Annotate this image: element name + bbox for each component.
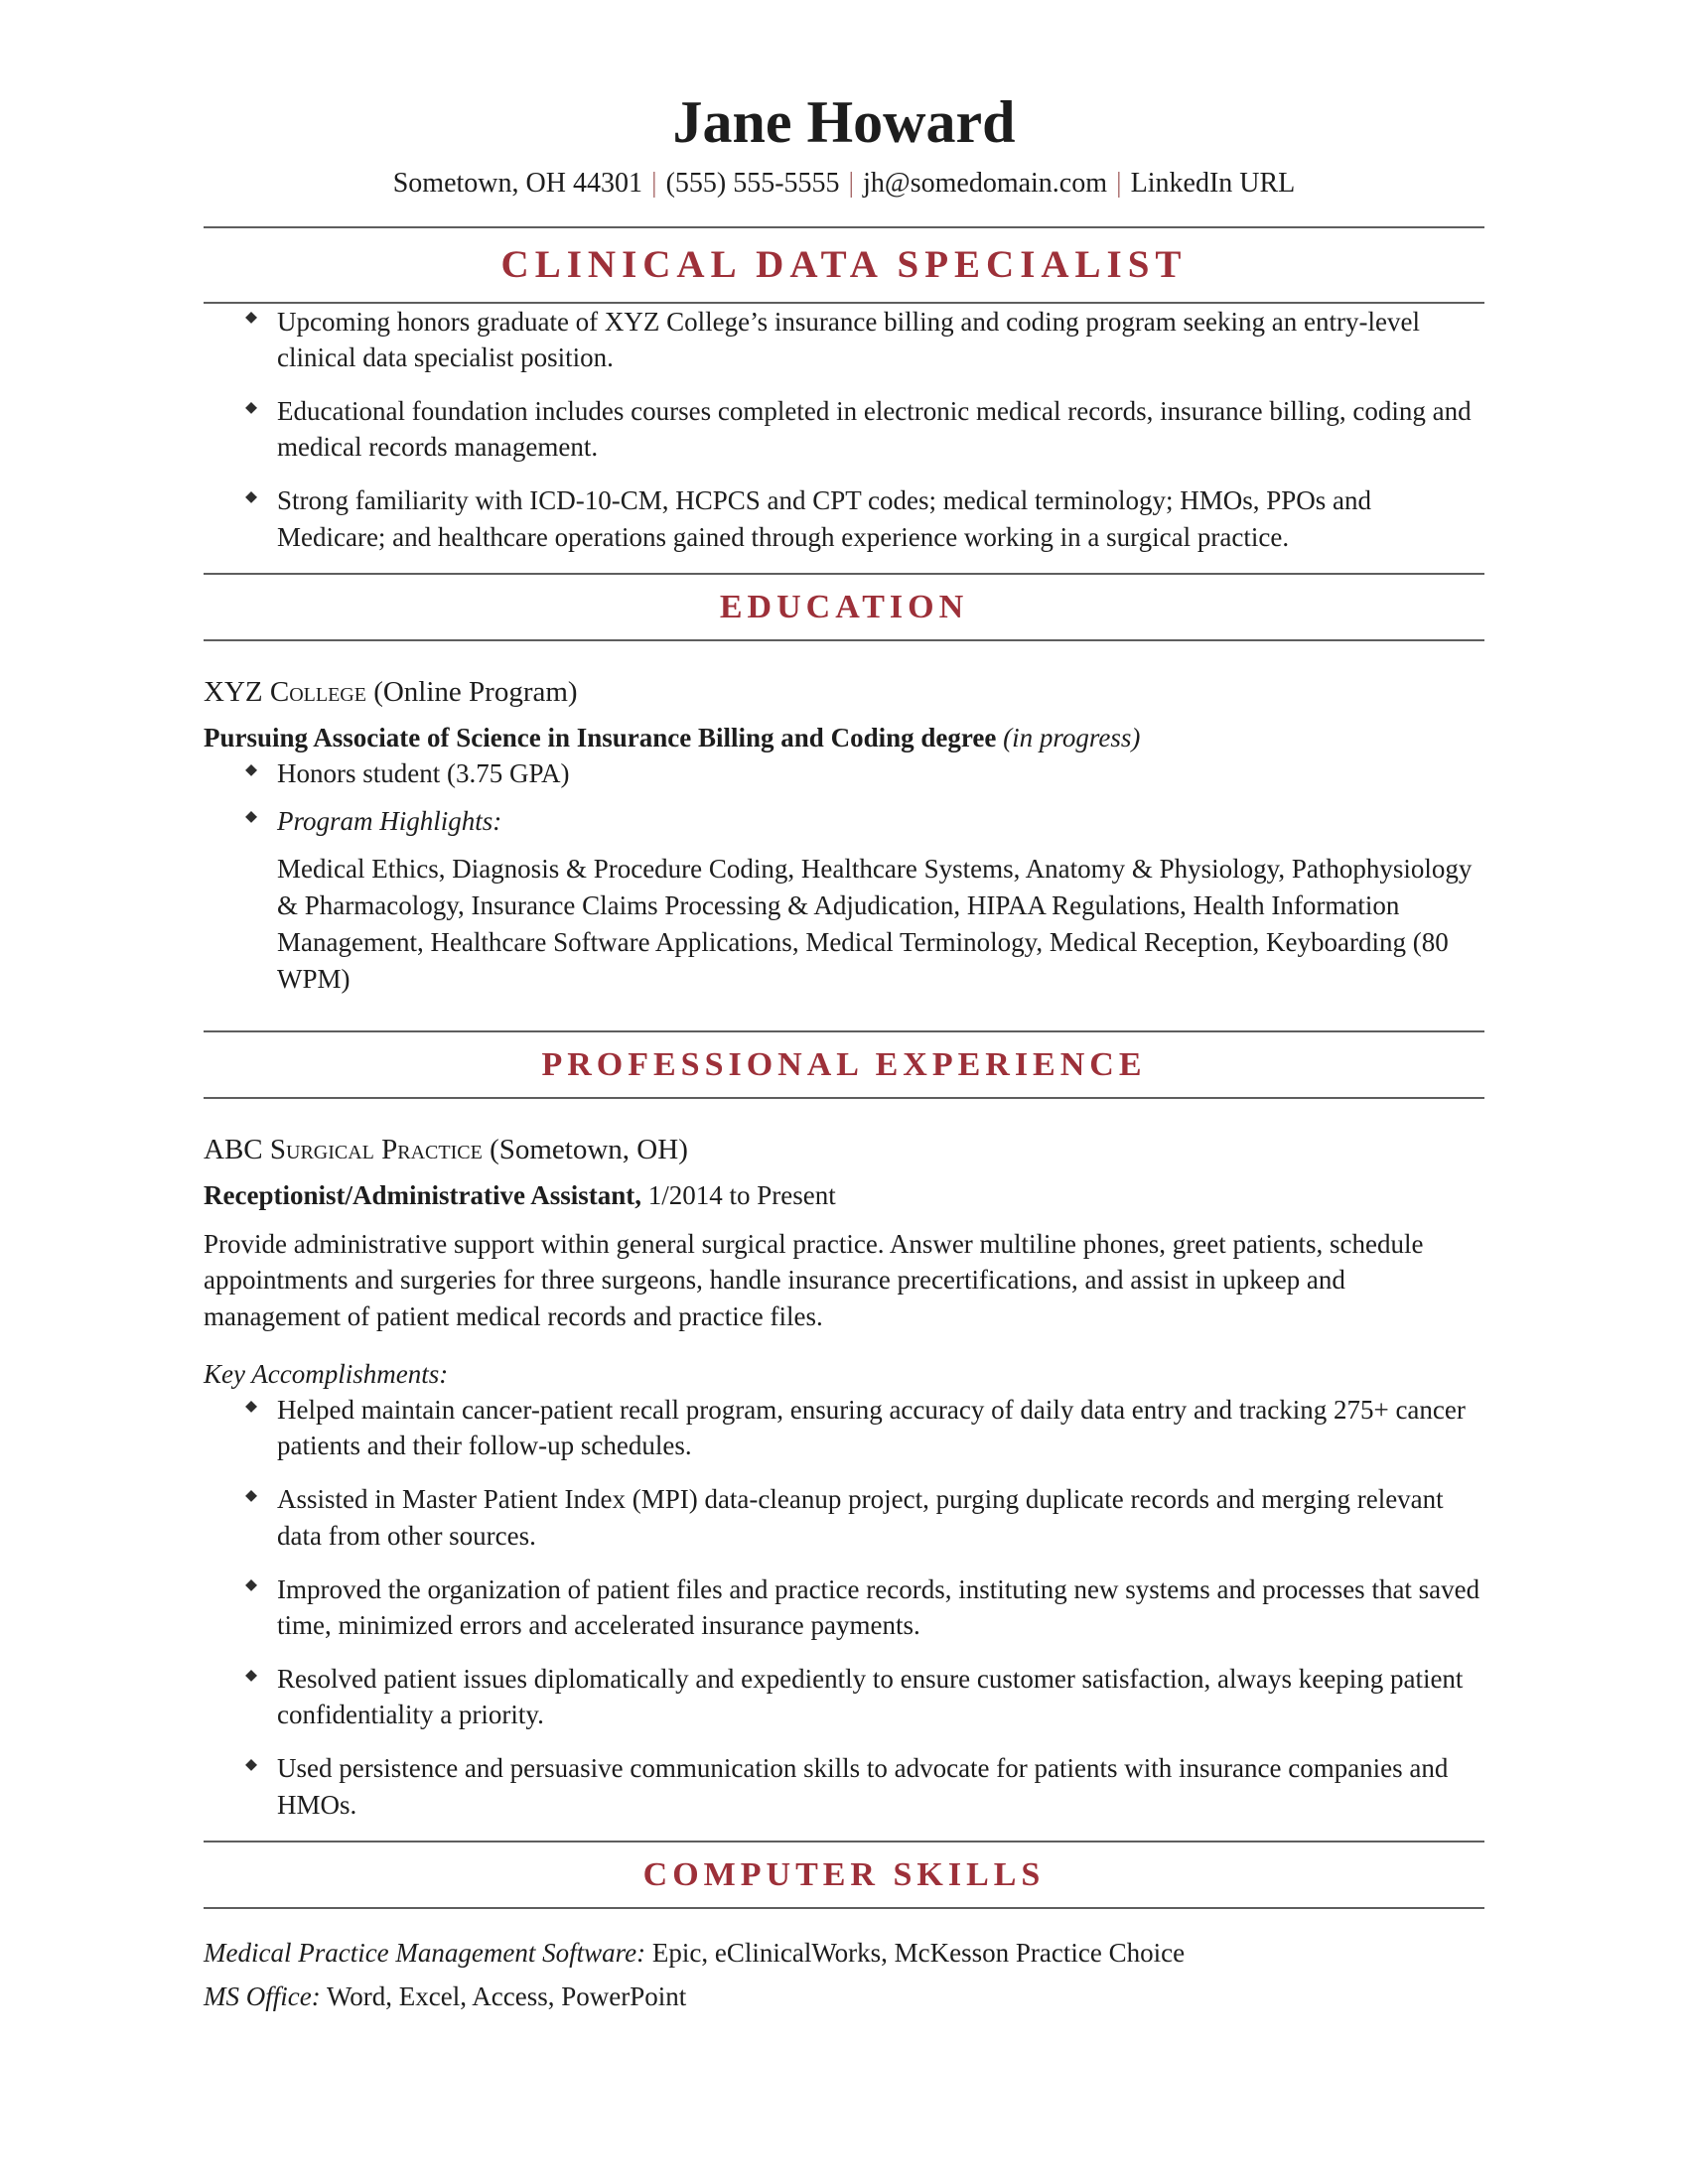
skills-line-practice-software	[204, 1935, 1484, 1971]
experience-bullet-5: ◆ Used persistence and persuasive communication skills to advocate for patients with insurance companies and HMOs.	[277, 1750, 1484, 1822]
contact-location: Sometown, OH 44301	[392, 168, 642, 199]
experience-divider-top	[204, 1030, 1484, 1032]
education-heading: EDUCATION	[719, 588, 969, 625]
school-name: XYZ College	[204, 676, 366, 709]
skills-value-practice-software: Epic, eClinicalWorks, McKesson Practice Choice	[651, 1938, 1186, 1969]
experience-bullet-2: ◆ Assisted in Master Patient Index (MPI) data-cleanup project, purging duplicate records and merging relevant data from other sources.	[277, 1481, 1484, 1553]
program-highlights-text: Medical Ethics, Diagnosis & Procedure Coding, Healthcare Systems, Anatomy & Physiology, Pathophysiology & Pharmacology, Insurance Claims Processing & Adjudication, HIPAA Regulations, Health Information Management, Healthcare Software Applications, Medical Terminology, Medical Reception, Keyboarding (80 WPM)	[277, 853, 1473, 995]
summary-bullet-2: ◆ Educational foundation includes courses completed in electronic medical records, insurance billing, coding and medical records management.	[277, 393, 1484, 465]
company-name: ABC Surgical Practice	[204, 1134, 483, 1166]
experience-divider-bottom	[204, 1097, 1484, 1099]
experience-bullet-3: ◆ Improved the organization of patient files and practice records, instituting new systems and processes that saved time, minimized errors and accelerated insurance payments.	[277, 1571, 1484, 1643]
contact-email: jh@somedomain.com	[863, 168, 1108, 199]
summary-list	[204, 304, 1484, 555]
job-title: Receptionist/Administrative Assistant,	[204, 1180, 641, 1211]
education-bullet-list	[204, 755, 1484, 838]
education-bullet-program-highlights: ◆ Program Highlights:	[277, 803, 1484, 839]
degree-status: (in progress)	[1003, 723, 1141, 753]
skills-value-ms-office: Word, Excel, Access, PowerPoint	[326, 1981, 687, 2012]
job-description: Provide administrative support within general surgical practice. Answer multiline phones, greet patients, schedule appointments and surgeries for three surgeons, handle insurance precertifications, and assist in upkeep and management of patient medical records and practice files.	[204, 1229, 1424, 1331]
contact-separator: |	[1116, 168, 1122, 199]
resume-header	[204, 89, 1484, 304]
summary-bullet-3: ◆ Strong familiarity with ICD-10-CM, HCPCS and CPT codes; medical terminology; HMOs, PPOs and Medicare; and healthcare operations gained through experience working in a surgical practice.	[277, 482, 1484, 554]
summary-bullet-1: ◆ Upcoming honors graduate of XYZ College’s insurance billing and coding program seeking an entry-level clinical data specialist position.	[277, 304, 1484, 375]
key-accomplishments-label: Key Accomplishments:	[204, 1358, 449, 1389]
skills-divider-bottom	[204, 1907, 1484, 1909]
skills-line-ms-office	[204, 1979, 1484, 2014]
job-title-line	[204, 1177, 1484, 1213]
skills-heading: COMPUTER SKILLS	[642, 1855, 1046, 1893]
education-divider-bottom	[204, 639, 1484, 641]
school-program: (Online Program)	[373, 676, 578, 709]
experience-section	[204, 1030, 1484, 1823]
education-section	[204, 573, 1484, 999]
resume-title: CLINICAL DATA SPECIALIST	[500, 242, 1188, 286]
contact-separator: |	[650, 168, 657, 199]
job-dates: 1/2014 to Present	[647, 1180, 836, 1211]
experience-bullet-1: ◆ Helped maintain cancer-patient recall program, ensuring accuracy of daily data entry and tracking 275+ cancer patients and their follow-up schedules.	[277, 1392, 1484, 1463]
skills-section	[204, 1841, 1484, 2015]
company-line	[204, 1131, 1484, 1169]
contact-phone: (555) 555-5555	[665, 168, 840, 199]
contact-separator: |	[848, 168, 855, 199]
experience-bullet-list	[204, 1392, 1484, 1823]
company-location: (Sometown, OH)	[490, 1134, 688, 1166]
education-bullet-gpa: ◆ Honors student (3.75 GPA)	[277, 755, 1484, 791]
experience-bullet-4: ◆ Resolved patient issues diplomatically and expediently to ensure customer satisfaction, always keeping patient confidentiality a priority.	[277, 1661, 1484, 1732]
experience-heading: PROFESSIONAL EXPERIENCE	[541, 1045, 1147, 1083]
candidate-name: Jane Howard	[672, 89, 1016, 155]
education-school-line	[204, 673, 1484, 712]
skills-label-ms-office: MS Office:	[204, 1981, 321, 2012]
contact-line	[204, 165, 1484, 203]
degree-line	[204, 720, 1484, 755]
skills-label-practice-software: Medical Practice Management Software:	[204, 1938, 646, 1969]
education-divider-top	[204, 573, 1484, 575]
contact-linkedin: LinkedIn URL	[1130, 168, 1296, 199]
header-divider-top	[204, 226, 1484, 228]
degree-name: Pursuing Associate of Science in Insurance Billing and Coding degree	[204, 723, 997, 753]
skills-divider-top	[204, 1841, 1484, 1843]
